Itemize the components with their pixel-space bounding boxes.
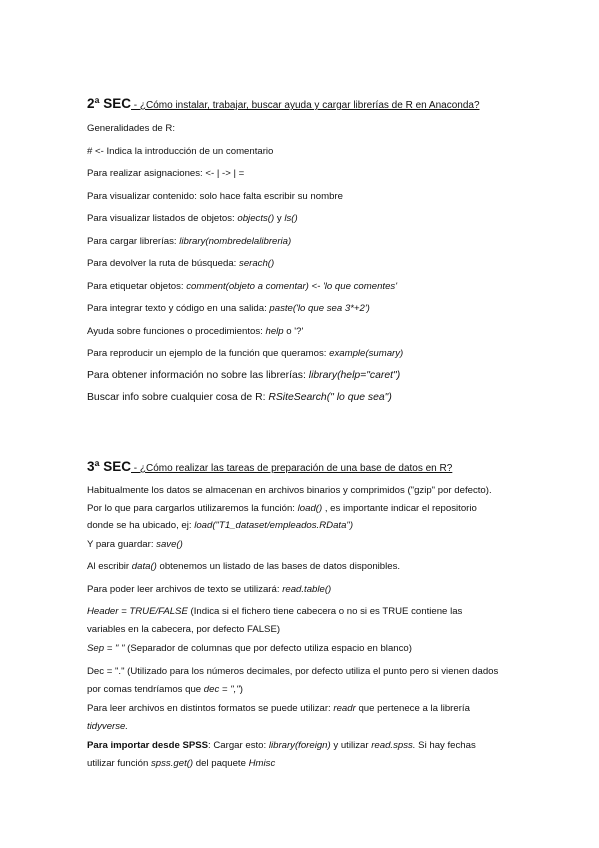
sec3-paragraph-data: Al escribir data() obtenemos un listado de las bases de datos disponibles. [87, 561, 401, 572]
section-3-question: - ¿Cómo realizar las tareas de preparación de una base de datos en R? [131, 463, 453, 474]
sec2-line-asignaciones: Para realizar asignaciones: <- | -> | = [87, 168, 245, 179]
sec3-paragraph-sep: Sep = " " (Separador de columnas que por defecto utiliza espacio en blanco) [87, 643, 412, 654]
sec3-paragraph-header: Header = TRUE/FALSE (Indica si el fichero tiene cabecera o no si es TRUE contiene las variables en la cabecera, por defecto FALSE) [87, 606, 463, 635]
sec3-paragraph-save: Y para guardar: save() [87, 539, 183, 550]
sec2-line-listados: Para visualizar listados de objetos: objects() y ls() [87, 213, 298, 224]
section-3-heading [87, 459, 452, 474]
sec3-paragraph-readr: Para leer archivos en distintos formatos se puede utilizar: readr que pertenece a la librería tidyverse. [87, 703, 470, 732]
sec3-paragraph-load: Habitualmente los datos se almacenan en archivos binarios y comprimidos ("gzip" por defecto). Por lo que para cargarlos utilizaremos la función: load() , es importante indicar el repositorio donde se ha ubicado, ej: load("T1_dataset/empleados.RData") [87, 485, 492, 531]
sec2-line-generalidades: Generalidades de R: [87, 123, 175, 134]
sec3-paragraph-read-table: Para poder leer archivos de texto se utilizará: read.table() [87, 584, 332, 595]
sec2-line-ruta-busqueda: Para devolver la ruta de búsqueda: serach() [87, 258, 275, 269]
sec2-line-ejemplo: Para reproducir un ejemplo de la función que queramos: example(sumary) [87, 348, 404, 359]
sec2-line-info-librerias: Para obtener información no sobre las librerías: library(help="caret") [87, 370, 401, 381]
section-2-heading [87, 96, 480, 111]
sec3-paragraph-dec: Dec = "." (Utilizado para los números decimales, por defecto utiliza el punto pero si vienen dados por comas tendríamos que dec = ",") [87, 666, 499, 695]
sec2-line-ayuda: Ayuda sobre funciones o procedimientos: help o '?' [87, 326, 304, 337]
sec2-line-integrar: Para integrar texto y código en una salida: paste('lo que sea 3*+2') [87, 303, 370, 314]
sec3-paragraph-spss: Para importar desde SPSS: Cargar esto: library(foreign) y utilizar read.spss. Si hay fechas utilizar función spss.get() del paquete Hmisc [87, 740, 476, 769]
sec2-line-buscar-info: Buscar info sobre cualquier cosa de R: RSiteSearch(" lo que sea") [87, 392, 392, 403]
sec2-line-cargar-librerias: Para cargar librerías: library(nombredelalibreria) [87, 236, 292, 247]
section-2-number: 2ª SEC [87, 96, 132, 111]
section-2-question: - ¿Cómo instalar, trabajar, buscar ayuda y cargar librerías de R en Anaconda? [131, 100, 480, 111]
sec2-line-etiquetar: Para etiquetar objetos: comment(objeto a comentar) <- 'lo que comentes' [87, 281, 398, 292]
sec2-line-comentario: # <- Indica la introducción de un comentario [87, 146, 274, 157]
section-3-number: 3ª SEC [87, 459, 132, 474]
sec2-line-visualizar-contenido: Para visualizar contenido: solo hace falta escribir su nombre [87, 191, 343, 202]
